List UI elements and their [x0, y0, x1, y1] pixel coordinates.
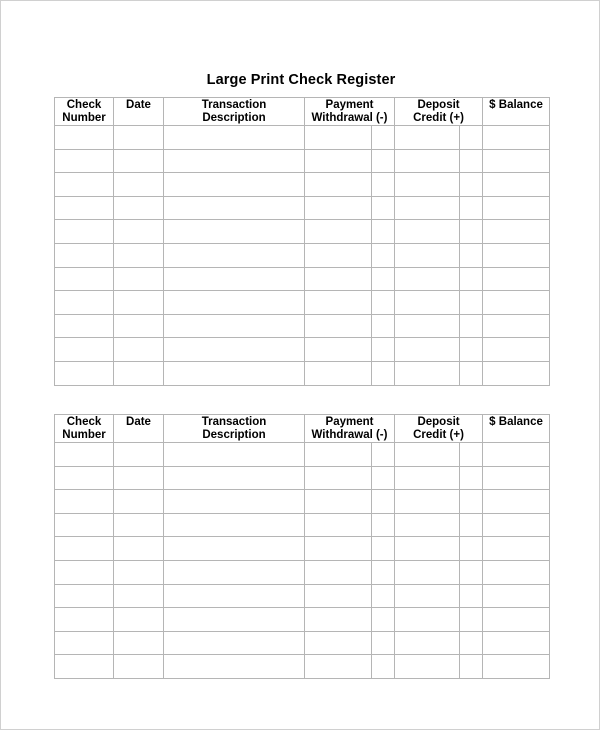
cell-deposit-cents — [460, 584, 483, 608]
table-row — [55, 490, 550, 514]
table-row — [55, 361, 550, 385]
cell-payment — [305, 490, 372, 514]
cell-payment — [305, 243, 372, 267]
cell-deposit-cents — [460, 314, 483, 338]
col-deposit-credit: Deposit Credit (+) — [395, 415, 483, 443]
cell-deposit — [395, 361, 460, 385]
cell-deposit-cents — [460, 361, 483, 385]
cell-payment-cents — [372, 243, 395, 267]
table-row — [55, 537, 550, 561]
cell-payment — [305, 338, 372, 362]
cell-payment — [305, 220, 372, 244]
cell-description — [164, 291, 305, 315]
cell-payment — [305, 584, 372, 608]
cell-date — [114, 338, 164, 362]
cell-description — [164, 126, 305, 150]
table-row — [55, 560, 550, 584]
cell-description — [164, 631, 305, 655]
cell-payment-cents — [372, 513, 395, 537]
table-row — [55, 173, 550, 197]
cell-check-number — [55, 560, 114, 584]
cell-payment-cents — [372, 267, 395, 291]
cell-payment-cents — [372, 631, 395, 655]
table-row — [55, 126, 550, 150]
register-table-1 — [54, 97, 550, 386]
cell-description — [164, 267, 305, 291]
cell-deposit-cents — [460, 443, 483, 467]
cell-deposit-cents — [460, 655, 483, 679]
cell-deposit-cents — [460, 466, 483, 490]
table-row — [55, 196, 550, 220]
table-row — [55, 584, 550, 608]
cell-payment — [305, 466, 372, 490]
col-check-number: Check Number — [55, 415, 114, 443]
cell-date — [114, 149, 164, 173]
table-row — [55, 466, 550, 490]
table-row — [55, 338, 550, 362]
col-payment-withdrawal: Payment Withdrawal (-) — [305, 98, 395, 126]
cell-balance — [483, 490, 550, 514]
cell-balance — [483, 314, 550, 338]
cell-date — [114, 443, 164, 467]
cell-balance — [483, 655, 550, 679]
cell-payment-cents — [372, 560, 395, 584]
cell-date — [114, 361, 164, 385]
cell-balance — [483, 196, 550, 220]
cell-deposit — [395, 149, 460, 173]
cell-check-number — [55, 443, 114, 467]
cell-payment-cents — [372, 361, 395, 385]
col-payment-withdrawal: Payment Withdrawal (-) — [305, 415, 395, 443]
cell-date — [114, 584, 164, 608]
cell-payment — [305, 631, 372, 655]
cell-payment-cents — [372, 220, 395, 244]
cell-check-number — [55, 608, 114, 632]
cell-date — [114, 243, 164, 267]
cell-check-number — [55, 338, 114, 362]
cell-date — [114, 220, 164, 244]
header-row — [55, 415, 550, 443]
cell-date — [114, 466, 164, 490]
cell-balance — [483, 608, 550, 632]
cell-deposit-cents — [460, 196, 483, 220]
cell-payment — [305, 196, 372, 220]
cell-payment — [305, 149, 372, 173]
cell-balance — [483, 443, 550, 467]
cell-deposit — [395, 173, 460, 197]
cell-balance — [483, 149, 550, 173]
col-deposit-credit: Deposit Credit (+) — [395, 98, 483, 126]
cell-date — [114, 513, 164, 537]
cell-check-number — [55, 267, 114, 291]
cell-deposit — [395, 126, 460, 150]
cell-deposit-cents — [460, 537, 483, 561]
document-title: Large Print Check Register — [206, 72, 396, 88]
cell-payment — [305, 655, 372, 679]
cell-check-number — [55, 196, 114, 220]
cell-description — [164, 443, 305, 467]
cell-payment-cents — [372, 126, 395, 150]
cell-check-number — [55, 513, 114, 537]
cell-description — [164, 173, 305, 197]
cell-deposit — [395, 220, 460, 244]
table-row — [55, 655, 550, 679]
cell-payment — [305, 560, 372, 584]
cell-payment-cents — [372, 466, 395, 490]
col-date: Date — [114, 98, 164, 126]
cell-balance — [483, 584, 550, 608]
table-row — [55, 513, 550, 537]
cell-deposit-cents — [460, 220, 483, 244]
cell-payment-cents — [372, 537, 395, 561]
cell-balance — [483, 243, 550, 267]
cell-description — [164, 149, 305, 173]
col-balance: $ Balance — [483, 98, 550, 126]
cell-balance — [483, 220, 550, 244]
cell-check-number — [55, 291, 114, 315]
cell-payment — [305, 126, 372, 150]
cell-payment-cents — [372, 338, 395, 362]
cell-check-number — [55, 314, 114, 338]
cell-payment — [305, 267, 372, 291]
cell-payment-cents — [372, 655, 395, 679]
cell-deposit — [395, 513, 460, 537]
cell-deposit — [395, 537, 460, 561]
cell-description — [164, 584, 305, 608]
table-row — [55, 243, 550, 267]
col-transaction-description: Transaction Description — [164, 98, 305, 126]
table-row — [55, 443, 550, 467]
cell-description — [164, 560, 305, 584]
cell-description — [164, 243, 305, 267]
cell-date — [114, 490, 164, 514]
cell-balance — [483, 560, 550, 584]
cell-check-number — [55, 149, 114, 173]
cell-description — [164, 608, 305, 632]
cell-payment-cents — [372, 490, 395, 514]
cell-deposit-cents — [460, 338, 483, 362]
col-check-number: Check Number — [55, 98, 114, 126]
cell-deposit — [395, 267, 460, 291]
cell-deposit — [395, 466, 460, 490]
cell-payment — [305, 513, 372, 537]
cell-date — [114, 291, 164, 315]
cell-date — [114, 196, 164, 220]
cell-deposit — [395, 584, 460, 608]
cell-deposit — [395, 560, 460, 584]
cell-check-number — [55, 631, 114, 655]
cell-deposit — [395, 243, 460, 267]
col-transaction-description: Transaction Description — [164, 415, 305, 443]
cell-payment — [305, 314, 372, 338]
cell-description — [164, 513, 305, 537]
cell-description — [164, 338, 305, 362]
header-row — [55, 98, 550, 126]
cell-deposit-cents — [460, 267, 483, 291]
cell-balance — [483, 631, 550, 655]
cell-date — [114, 314, 164, 338]
cell-deposit-cents — [460, 173, 483, 197]
cell-balance — [483, 267, 550, 291]
cell-payment-cents — [372, 173, 395, 197]
cell-payment — [305, 608, 372, 632]
cell-deposit — [395, 631, 460, 655]
register-body-1 — [55, 126, 550, 386]
cell-deposit-cents — [460, 631, 483, 655]
cell-payment-cents — [372, 314, 395, 338]
cell-check-number — [55, 466, 114, 490]
table-row — [55, 149, 550, 173]
cell-deposit-cents — [460, 490, 483, 514]
table-row — [55, 220, 550, 244]
cell-balance — [483, 126, 550, 150]
cell-date — [114, 267, 164, 291]
cell-payment — [305, 537, 372, 561]
cell-deposit — [395, 196, 460, 220]
cell-balance — [483, 513, 550, 537]
cell-deposit — [395, 314, 460, 338]
cell-payment-cents — [372, 584, 395, 608]
cell-balance — [483, 537, 550, 561]
cell-deposit — [395, 338, 460, 362]
cell-payment — [305, 173, 372, 197]
table-row — [55, 314, 550, 338]
cell-deposit — [395, 655, 460, 679]
cell-check-number — [55, 243, 114, 267]
cell-date — [114, 655, 164, 679]
cell-deposit-cents — [460, 149, 483, 173]
cell-deposit-cents — [460, 126, 483, 150]
cell-deposit-cents — [460, 513, 483, 537]
cell-payment-cents — [372, 149, 395, 173]
cell-check-number — [55, 220, 114, 244]
cell-balance — [483, 291, 550, 315]
cell-check-number — [55, 173, 114, 197]
cell-balance — [483, 173, 550, 197]
cell-deposit-cents — [460, 560, 483, 584]
cell-deposit — [395, 490, 460, 514]
table-row — [55, 291, 550, 315]
cell-balance — [483, 361, 550, 385]
cell-payment — [305, 443, 372, 467]
col-balance: $ Balance — [483, 415, 550, 443]
cell-description — [164, 466, 305, 490]
register-table-2 — [54, 414, 550, 679]
cell-balance — [483, 466, 550, 490]
table-row — [55, 631, 550, 655]
table-row — [55, 608, 550, 632]
cell-check-number — [55, 655, 114, 679]
cell-date — [114, 631, 164, 655]
cell-deposit — [395, 291, 460, 315]
cell-check-number — [55, 537, 114, 561]
cell-description — [164, 537, 305, 561]
cell-date — [114, 608, 164, 632]
col-date: Date — [114, 415, 164, 443]
cell-date — [114, 126, 164, 150]
cell-date — [114, 560, 164, 584]
cell-check-number — [55, 490, 114, 514]
cell-balance — [483, 338, 550, 362]
cell-payment-cents — [372, 196, 395, 220]
cell-payment — [305, 361, 372, 385]
cell-deposit — [395, 443, 460, 467]
cell-deposit-cents — [460, 243, 483, 267]
cell-payment — [305, 291, 372, 315]
cell-description — [164, 196, 305, 220]
cell-deposit-cents — [460, 291, 483, 315]
cell-description — [164, 655, 305, 679]
cell-description — [164, 220, 305, 244]
cell-description — [164, 361, 305, 385]
cell-deposit-cents — [460, 608, 483, 632]
cell-payment-cents — [372, 443, 395, 467]
cell-description — [164, 314, 305, 338]
cell-payment-cents — [372, 291, 395, 315]
cell-payment-cents — [372, 608, 395, 632]
cell-date — [114, 173, 164, 197]
cell-description — [164, 490, 305, 514]
cell-date — [114, 537, 164, 561]
cell-deposit — [395, 608, 460, 632]
table-row — [55, 267, 550, 291]
cell-check-number — [55, 584, 114, 608]
register-body-2 — [55, 443, 550, 679]
cell-check-number — [55, 361, 114, 385]
cell-check-number — [55, 126, 114, 150]
